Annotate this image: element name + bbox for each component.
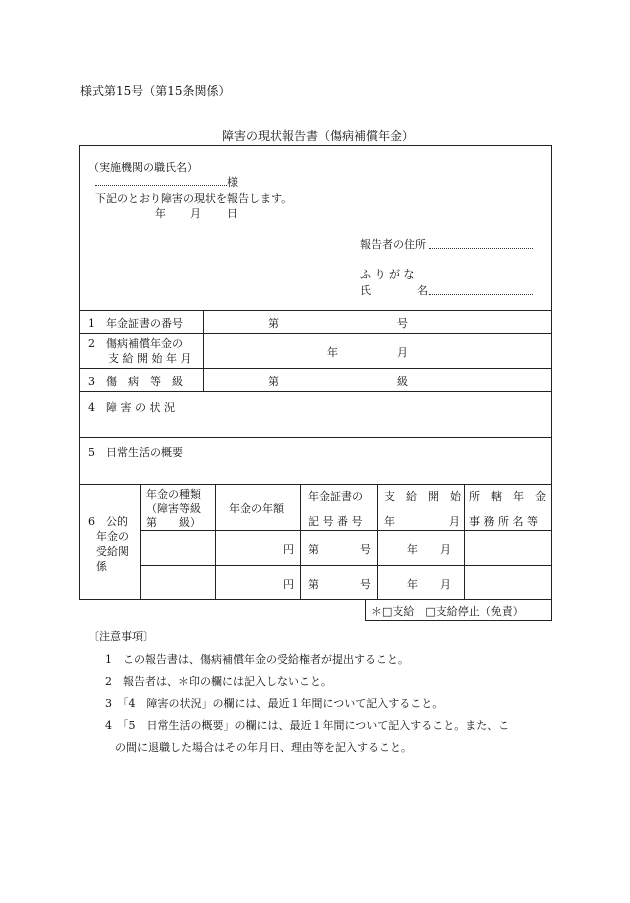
header-start-3: 月 bbox=[449, 515, 460, 528]
form-number: 様式第15号（第15条関係） bbox=[80, 84, 231, 98]
header-type-3: 第 級） bbox=[146, 516, 201, 529]
date-month: 月 bbox=[190, 207, 201, 220]
note-item: 3 「4 障害の状況」の欄には、最近１年間について記入すること。 bbox=[105, 697, 444, 710]
note-item: 1 この報告書は、傷病補償年金の受給権者が提出すること。 bbox=[105, 653, 409, 666]
status-box[interactable]: ＊□支給 □支給停止（免責） bbox=[371, 605, 524, 618]
addressee-field[interactable] bbox=[95, 175, 227, 186]
pension-label-2: 年金の bbox=[96, 530, 129, 543]
statement: 下記のとおり障害の現状を報告します。 bbox=[95, 192, 293, 205]
row3-kyu: 級 bbox=[397, 375, 408, 388]
row2-month: 月 bbox=[397, 346, 408, 359]
data2-dai: 第 bbox=[308, 578, 319, 591]
data2-year: 年 bbox=[407, 578, 418, 591]
header-cert-2: 記 号 番 号 bbox=[308, 515, 363, 528]
row1-label: 1 年金証書の番号 bbox=[88, 317, 183, 330]
row4-label: 4 障 害 の 状 況 bbox=[88, 401, 175, 414]
header-start-2: 年 bbox=[384, 515, 395, 528]
pension-label-3: 受給関 bbox=[96, 545, 129, 558]
date-year: 年 bbox=[155, 207, 166, 220]
date-day: 日 bbox=[227, 207, 238, 220]
pension-label-1: 6 公的 bbox=[88, 515, 128, 528]
data2-month: 月 bbox=[440, 578, 451, 591]
data2-yen: 円 bbox=[283, 578, 294, 591]
name-field[interactable] bbox=[429, 284, 533, 295]
data1-month: 月 bbox=[440, 543, 451, 556]
header-start-1: 支 給 開 始 bbox=[384, 490, 461, 503]
honorific: 様 bbox=[227, 176, 238, 189]
row1-dai: 第 bbox=[268, 317, 279, 330]
header-amount: 年金の年額 bbox=[229, 502, 284, 515]
header-cert-1: 年金証書の bbox=[308, 490, 363, 503]
address-field[interactable] bbox=[429, 238, 533, 249]
header-type-2: （障害等級 bbox=[146, 502, 201, 515]
page-title: 障害の現状報告書（傷病補償年金） bbox=[222, 129, 415, 143]
data2-go: 号 bbox=[360, 578, 371, 591]
data1-year: 年 bbox=[407, 543, 418, 556]
header-type-1: 年金の種類 bbox=[146, 488, 201, 501]
row3-label: 3 傷 病 等 級 bbox=[88, 375, 183, 388]
row2-label-1: 2 傷病補償年金の bbox=[88, 337, 183, 350]
note-item: 2 報告者は、＊印の欄には記入しないこと。 bbox=[105, 675, 332, 688]
pension-label-4: 係 bbox=[96, 560, 107, 573]
row2-label-2: 支 給 開 始 年 月 bbox=[108, 352, 192, 365]
data1-go: 号 bbox=[360, 543, 371, 556]
name-label-2: 名 bbox=[417, 284, 428, 297]
address-label: 報告者の住所 bbox=[360, 238, 426, 251]
org-label: （実施機関の職氏名） bbox=[88, 161, 198, 174]
data1-yen: 円 bbox=[283, 543, 294, 556]
row3-dai: 第 bbox=[268, 375, 279, 388]
addressee-line[interactable] bbox=[95, 174, 238, 190]
row5-label: 5 日常生活の概要 bbox=[88, 446, 183, 459]
row2-year: 年 bbox=[327, 346, 338, 359]
data1-dai: 第 bbox=[308, 543, 319, 556]
name-label-1: 氏 bbox=[360, 284, 371, 297]
header-office-2: 事 務 所 名 等 bbox=[469, 515, 538, 528]
notes-heading: 〔注意事項〕 bbox=[88, 630, 154, 643]
header-office-1: 所 轄 年 金 bbox=[469, 490, 546, 503]
row1-go: 号 bbox=[397, 317, 408, 330]
furigana-label: ふ り が な bbox=[360, 268, 415, 281]
note-item: 4 「5 日常生活の概要」の欄には、最近１年間について記入すること。また、こ bbox=[105, 719, 510, 732]
note-item-continuation: の間に退職した場合はその年月日、理由等を記入すること。 bbox=[115, 741, 412, 754]
